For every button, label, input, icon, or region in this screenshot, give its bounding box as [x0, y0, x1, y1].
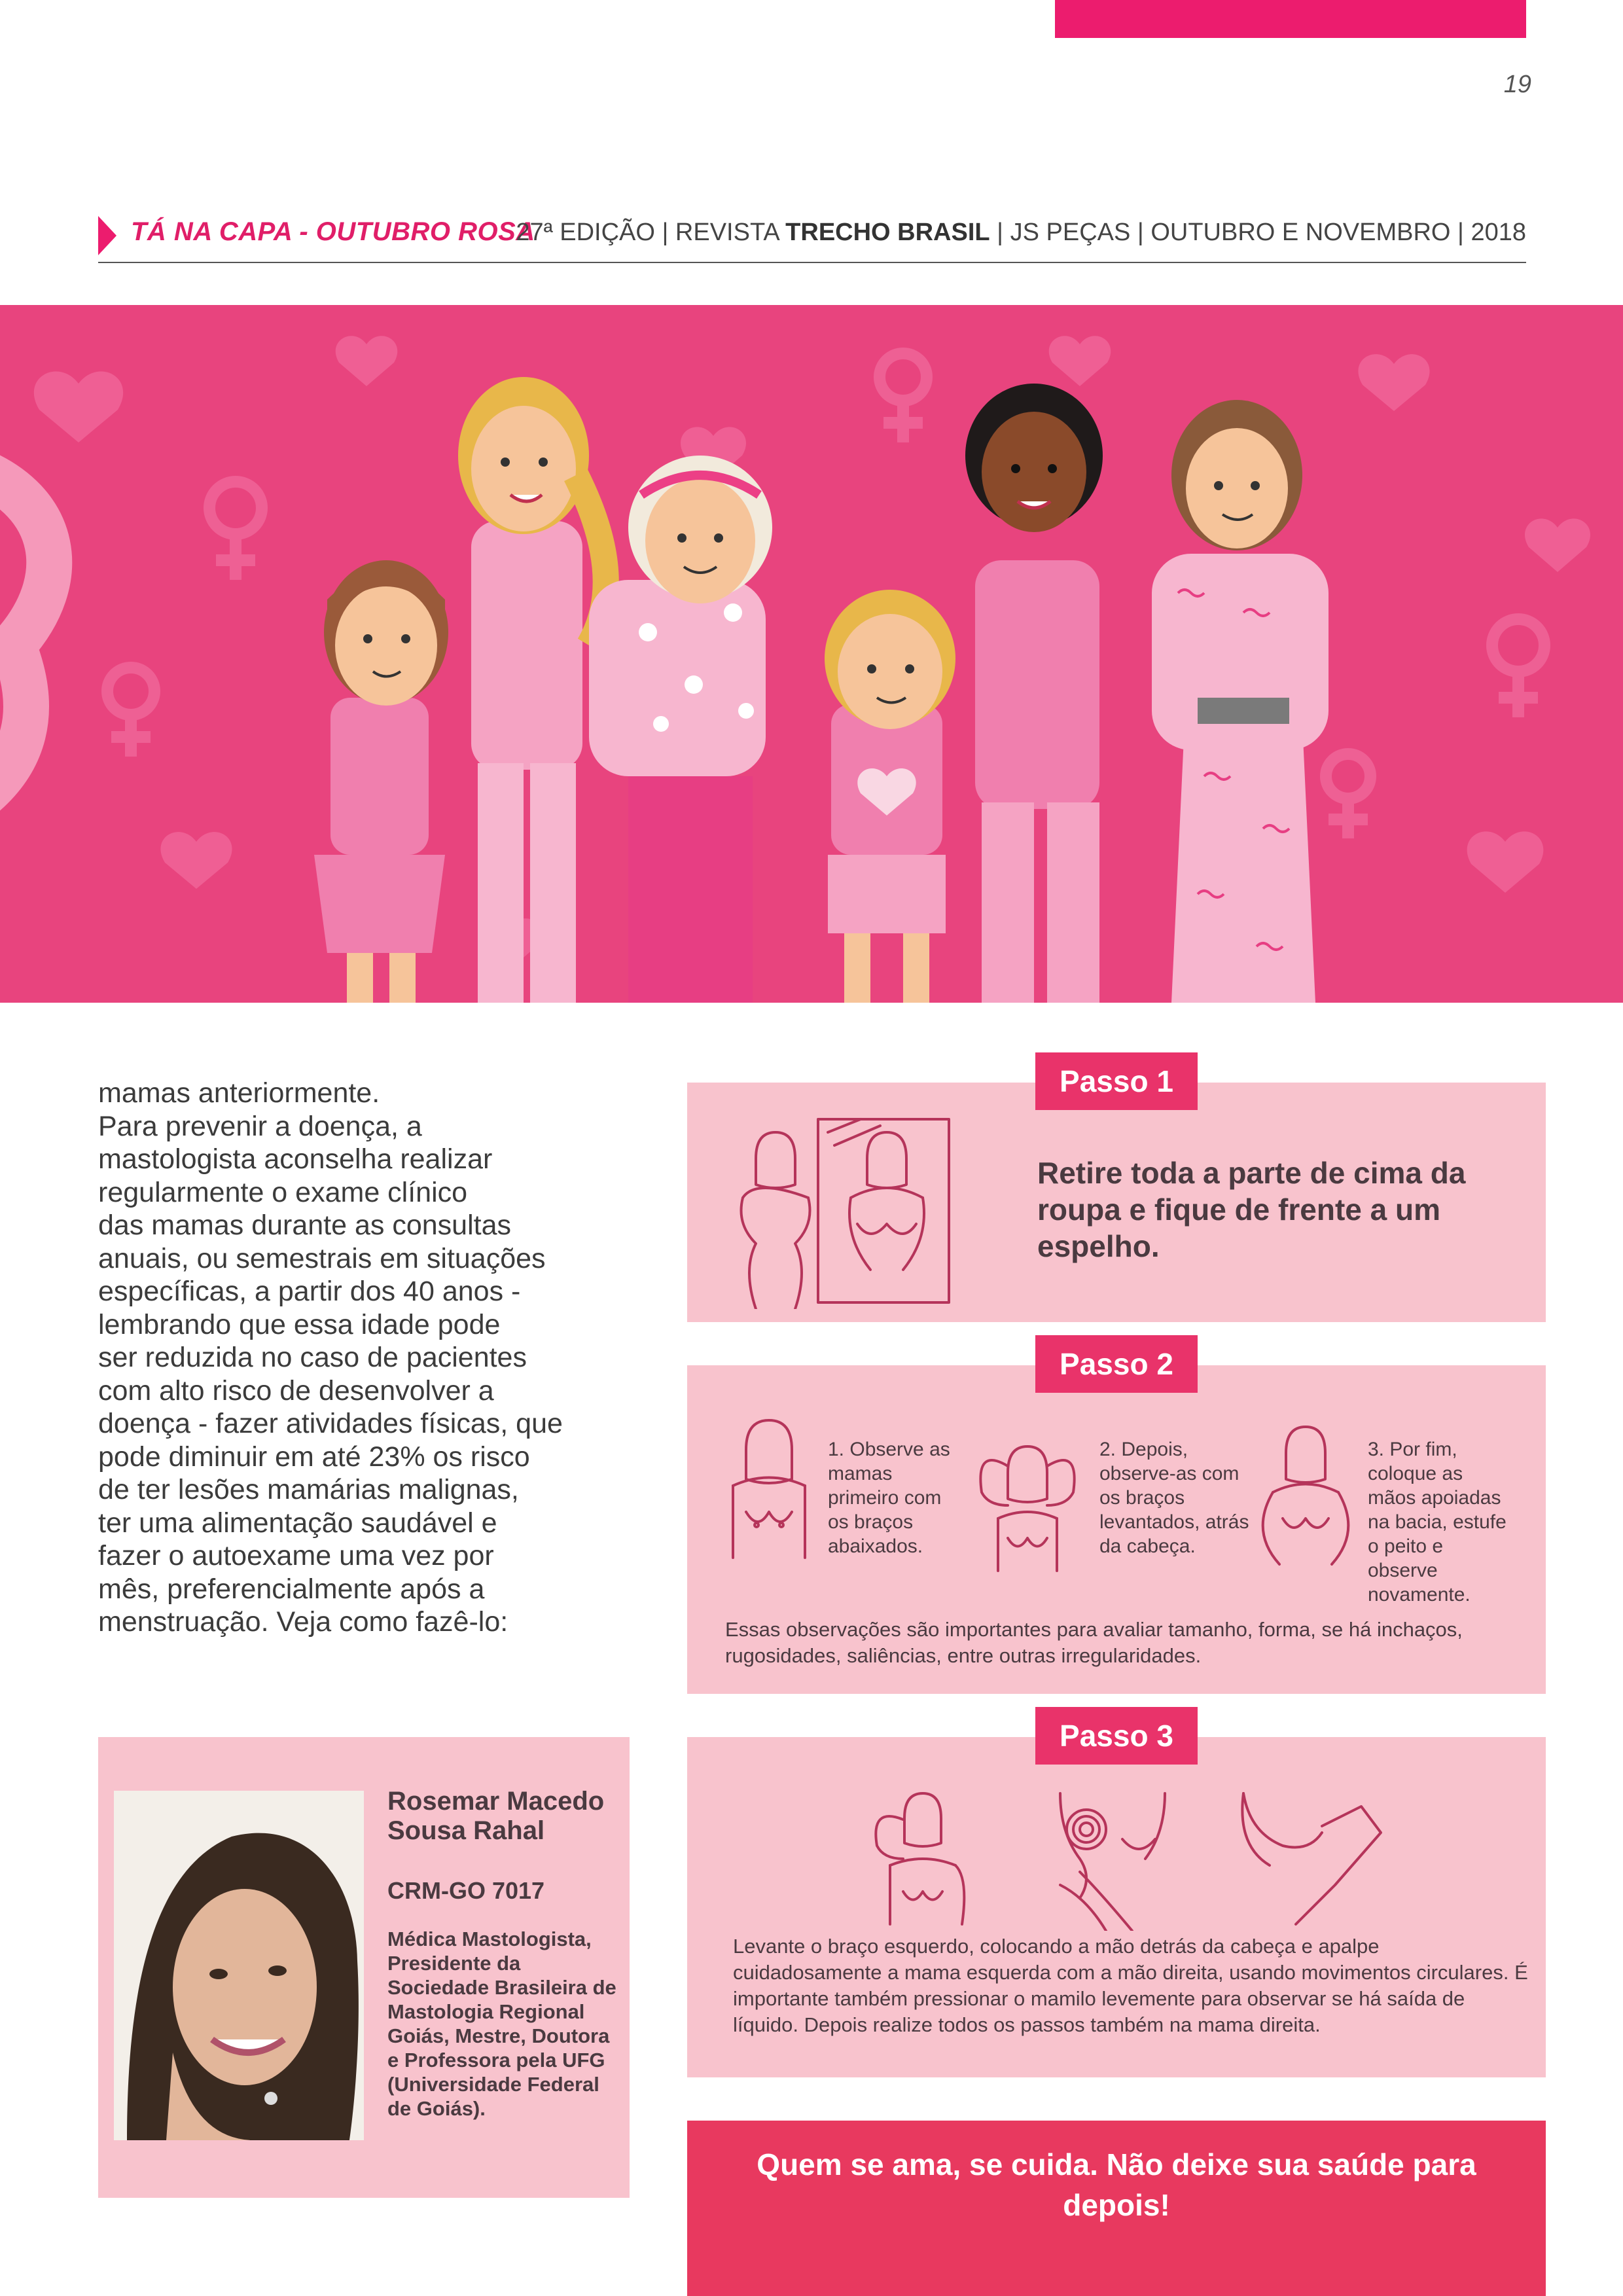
step3-tab: Passo 3	[1035, 1707, 1198, 1765]
step1-tab: Passo 1	[1035, 1052, 1198, 1110]
doctor-card	[98, 1737, 630, 2198]
edition-info	[516, 219, 1526, 247]
cta-text: Quem se ama, se cuida. Não deixe sua saúde para depois!	[757, 2147, 1476, 2222]
palpation-icon	[864, 1780, 1400, 1931]
mirror-illustration	[723, 1113, 959, 1309]
arrow-icon	[98, 216, 116, 255]
doctor-name: Rosemar Macedo Sousa Rahal	[387, 1787, 605, 1845]
step2-item-3: 3. Por fim, coloque as mãos apoiadas na bacia, estufe o peito e observe novamente.	[1368, 1439, 1507, 1605]
page-number: 19	[1503, 71, 1531, 98]
step2-item-1: 1. Observe as mamas primeiro com os braços abaixados.	[828, 1439, 950, 1557]
women-group-illustration	[0, 305, 1623, 1003]
step2-tab: Passo 2	[1035, 1335, 1198, 1393]
breast-exam-icon	[720, 1414, 818, 1564]
top-accent-bar	[1055, 0, 1526, 38]
step2-note: Essas observações são importantes para avaliar tamanho, forma, se há inchaços, rugosidades, saliências, entre outras irregularidades.	[725, 1618, 1463, 1667]
section-name: TÁ NA CAPA - OUTUBRO ROSA	[131, 217, 535, 246]
step3-text: Levante o braço esquerdo, colocando a mão detrás da cabeça e apalpe cuidadosamente a mama esquerda com a mão direita, usando movimentos circulares. É importante também pressionar o mamilo levemente para observar se há saída de líquido. Depois realize todos os passos também na mama direita.	[733, 1935, 1528, 2036]
edition-prefix: 27ª EDIÇÃO | REVISTA	[516, 219, 786, 246]
edition-suffix: | JS PEÇAS | OUTUBRO E NOVEMBRO | 2018	[990, 219, 1526, 246]
edition-brand: TRECHO BRASIL	[785, 219, 990, 246]
doctor-photo	[114, 1791, 364, 2140]
doctor-crm: CRM-GO 7017	[387, 1877, 545, 1904]
article-body: mamas anteriormente. Para prevenir a doença, a mastologista aconselha realizar regularmente o exame clínico das mamas durante as consultas anuais, ou semestrais em situações específicas, a partir dos 40 anos - lembrando que essa idade pode ser reduzida no caso de pacientes com alto risco de desenvolver a doença - fazer atividades físicas, que pode diminuir em até 23% os risco de ter lesões mamárias malignas, ter uma alimentação saudável e fazer o autoexame uma vez por mês, preferencialmente após a menstruação. Veja como fazê-lo:	[98, 1077, 563, 1638]
page-header	[98, 216, 1526, 263]
step1-text: Retire toda a parte de cima da roupa e fique de frente a um espelho.	[1037, 1156, 1466, 1263]
doctor-bio: Médica Mastologista, Presidente da Sociedade Brasileira de Mastologia Regional Goiás, Mestre, Doutora e Professora pela UFG (Universidade Federal de Goiás).	[387, 1928, 616, 2120]
step2-item-2: 2. Depois, observe-as com os braços levantados, atrás da cabeça.	[1099, 1439, 1249, 1557]
breast-exam-arms-raised-icon	[962, 1427, 1093, 1577]
cta-banner	[687, 2121, 1546, 2296]
breast-exam-hands-hips-icon	[1243, 1420, 1368, 1577]
